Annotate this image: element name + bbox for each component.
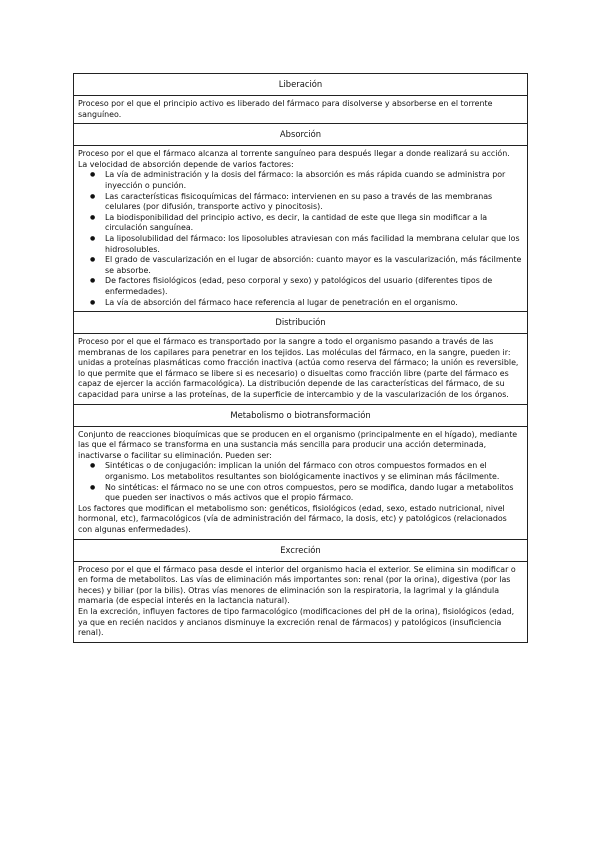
- list-item: ● La vía de absorción del fármaco hace referencia al lugar de penetración en el organismo.: [78, 298, 523, 309]
- list-item: ● La vía de administración y la dosis del fármaco: la absorción es más rápida cuando se administra por inyección o punción.: [78, 170, 523, 191]
- section-body-metabolismo: [74, 426, 528, 539]
- bullet-list: [78, 170, 523, 308]
- list-item: ● Las características fisicoquímicas del fármaco: intervienen en su paso a través de las membranas celulares (por difusión, transporte activo y pinocitosis).: [78, 192, 523, 213]
- paragraph: En la excreción, influyen factores de tipo farmacológico (modificaciones del pH de la orina), fisiológicos (edad, ya que en recién nacidos y ancianos disminuye la excreción renal de fármacos) y patológicos (insuficiencia renal).: [78, 606, 515, 638]
- paragraph: Proceso por el que el fármaco pasa desde el interior del organismo hacia el exterior. Se elimina sin modificar o en forma de metabolitos. Las vías de eliminación más importantes son: renal (por la orina), digestiva (por las heces) y biliar (por la bilis). Otras vías menores de eliminación son la respiratoria, la lagrimal y la glándula mamaria (de especial interés en la lactancia natural).: [78, 564, 516, 606]
- paragraph: Proceso por el que el principio activo es liberado del fármaco para disolverse y absorberse en el torrente sanguíneo.: [78, 99, 493, 119]
- list-item: ● De factores fisiológicos (edad, peso corporal y sexo) y patológicos del usuario (diferentes tipos de enfermedades).: [78, 276, 523, 297]
- section-title-distribucion: Distribución: [74, 312, 528, 334]
- list-item: ● Sintéticas o de conjugación: implican la unión del fármaco con otros compuestos formados en el organismo. Los metabolitos resultantes son biológicamente inactivos y se eliminan más fácilmente.: [78, 461, 523, 482]
- section-body-distribucion: [74, 334, 528, 405]
- content-table: [73, 73, 528, 643]
- section-title-excrecion: Excreción: [74, 539, 528, 561]
- section-body-liberacion: [74, 96, 528, 124]
- section-title-absorcion: Absorción: [74, 124, 528, 146]
- list-item: ● La biodisponibilidad del principio activo, es decir, la cantidad de este que llega sin modificar a la circulación sanguínea.: [78, 213, 523, 234]
- paragraph: Los factores que modifican el metabolismo son: genéticos, fisiológicos (edad, sexo, estado nutricional, nivel hormonal, etc), farmacológicos (vía de administración del fármaco, la dosis, etc) y patológicos (relacionados con algunas enfermedades).: [78, 503, 507, 534]
- list-item: ● No sintéticas: el fármaco no se une con otros compuestos, pero se modifica, dando lugar a metabolitos que pueden ser inactivos o más activos que el propio fármaco.: [78, 483, 523, 504]
- section-body-excrecion: [74, 561, 528, 642]
- section-body-absorcion: [74, 146, 528, 312]
- bullet-list: [78, 461, 523, 503]
- section-title-metabolismo: Metabolismo o biotransformación: [74, 404, 528, 426]
- section-title-liberacion: Liberación: [74, 74, 528, 96]
- paragraph: La velocidad de absorción depende de varios factores:: [78, 159, 294, 169]
- list-item: ● La liposolubilidad del fármaco: los liposolubles atraviesan con más facilidad la membrana celular que los hidrosolubles.: [78, 234, 523, 255]
- document-page: [73, 73, 528, 643]
- paragraph: Conjunto de reacciones bioquímicas que se producen en el organismo (principalmente en el hígado), mediante las que el fármaco se transforma en una sustancia más sencilla para producir una acción determinada, inactivarse o facilitar su eliminación. Pueden ser:: [78, 429, 518, 460]
- paragraph: Proceso por el que el fármaco es transportado por la sangre a todo el organismo pasando a través de las membranas de los capilares para penetrar en los tejidos. Las moléculas del fármaco, en la sangre, pueden ir: unidas a proteínas plasmáticas como fracción inactiva (actúa como reserva del fármaco; la unión es reversible, lo que permite que el fármaco se libere si es necesario) o disueltas como fracción libre (parte del fármaco es capaz de ejercer la acción farmacológica). La distribución depende de las características del fármaco, de su capacidad para unirse a las proteínas, de la superficie de intercambio y de la vascularización de los órganos.: [78, 337, 519, 400]
- paragraph: Proceso por el que el fármaco alcanza al torrente sanguíneo para después llegar a donde realizará su acción.: [78, 149, 510, 159]
- list-item: ● El grado de vascularización en el lugar de absorción: cuanto mayor es la vascularización, más fácilmente se absorbe.: [78, 255, 523, 276]
